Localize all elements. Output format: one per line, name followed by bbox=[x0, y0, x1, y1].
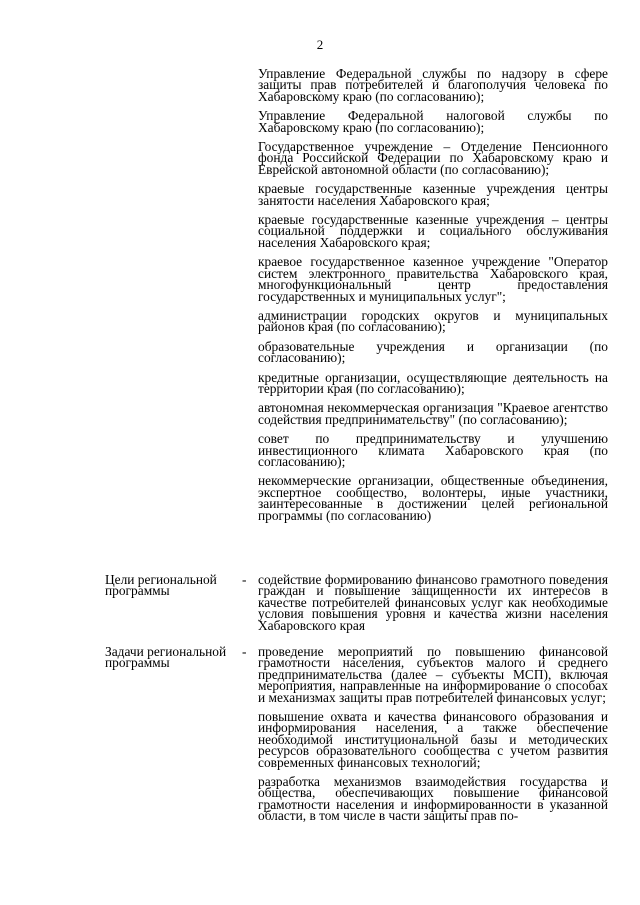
task-item: разработка механизмов взаимодействия государства и общества, обеспечивающих повышение финансовой грамотности населения и информированности в указанной области, в том числе в части защиты прав по- bbox=[258, 774, 608, 824]
participant-item: некоммерческие организации, общественные объединения, экспертное сообщество, волонтеры, иные участники, заинтересованные в достижении целей региональной программы (по согласованию) bbox=[258, 473, 608, 523]
participant-item: кредитные организации, осуществляющие деятельность на территории края (по согласованию); bbox=[258, 369, 608, 396]
goals-dash: - bbox=[242, 572, 247, 587]
participant-item: Государственное учреждение – Отделение Пенсионного фонда Российской Федерации по Хабаровскому краю и Еврейской автономной области (по согласованию); bbox=[258, 139, 608, 177]
participants-list bbox=[258, 68, 608, 529]
task-item: повышение охвата и качества финансового образования и информирования населения, а также обеспечение необходимой институциональной базы и методических ресурсов образовательного сообщества с учетом развития современных финансовых технологий; bbox=[258, 709, 608, 770]
goals-text: содействие формированию финансово грамотного поведения граждан и повышение защищенности их интересов в качестве потребителей финансовых услуг как необходимые условия повышения уровня и качества жизни населения Хабаровского края bbox=[258, 572, 608, 633]
goals-section bbox=[258, 574, 608, 639]
participant-item: краевые государственные казенные учреждения – центры социальной поддержки и социального обслуживания населения Хабаровского края; bbox=[258, 212, 608, 250]
tasks-section bbox=[258, 646, 608, 830]
participant-item: краевые государственные казенные учреждения центры занятости населения Хабаровского края; bbox=[258, 181, 608, 208]
participant-item: Управление Федеральной налоговой службы по Хабаровскому краю (по согласованию); bbox=[258, 108, 608, 135]
participant-item: образовательные учреждения и организации (по согласованию); bbox=[258, 338, 608, 366]
task-item: проведение мероприятий по повышению финансовой грамотности населения, субъектов малого и среднего предпринимательства (далее – субъекты МСП), включая мероприятия, направленные на информирование о способах и механизмах защиты прав потребителей финансовых услуг; bbox=[258, 644, 608, 705]
tasks-dash: - bbox=[242, 644, 247, 659]
participant-item: Управление Федеральной службы по надзору в сфере защиты прав потребителей и благополучия человека по Хабаровскому краю (по согласованию); bbox=[258, 66, 608, 104]
tasks-label: Задачи региональной программы bbox=[105, 644, 227, 671]
participant-item: администрации городских округов и муниципальных районов края (по согласованию); bbox=[258, 307, 608, 335]
participant-item: краевое государственное казенное учреждение "Оператор систем электронного правительства Хабаровского края, многофункциональный центр предоставления государственных и муниципальных услуг"; bbox=[258, 254, 608, 304]
goals-label: Цели региональной программы bbox=[105, 572, 217, 599]
page-number: 2 bbox=[316, 37, 324, 52]
participant-item: автономная некоммерческая организация "Краевое агентство содействия предпринимательству" (по согласованию); bbox=[258, 400, 608, 427]
participant-item: совет по предпринимательству и улучшению инвестиционного климата Хабаровского края (по согласованию); bbox=[258, 431, 608, 469]
